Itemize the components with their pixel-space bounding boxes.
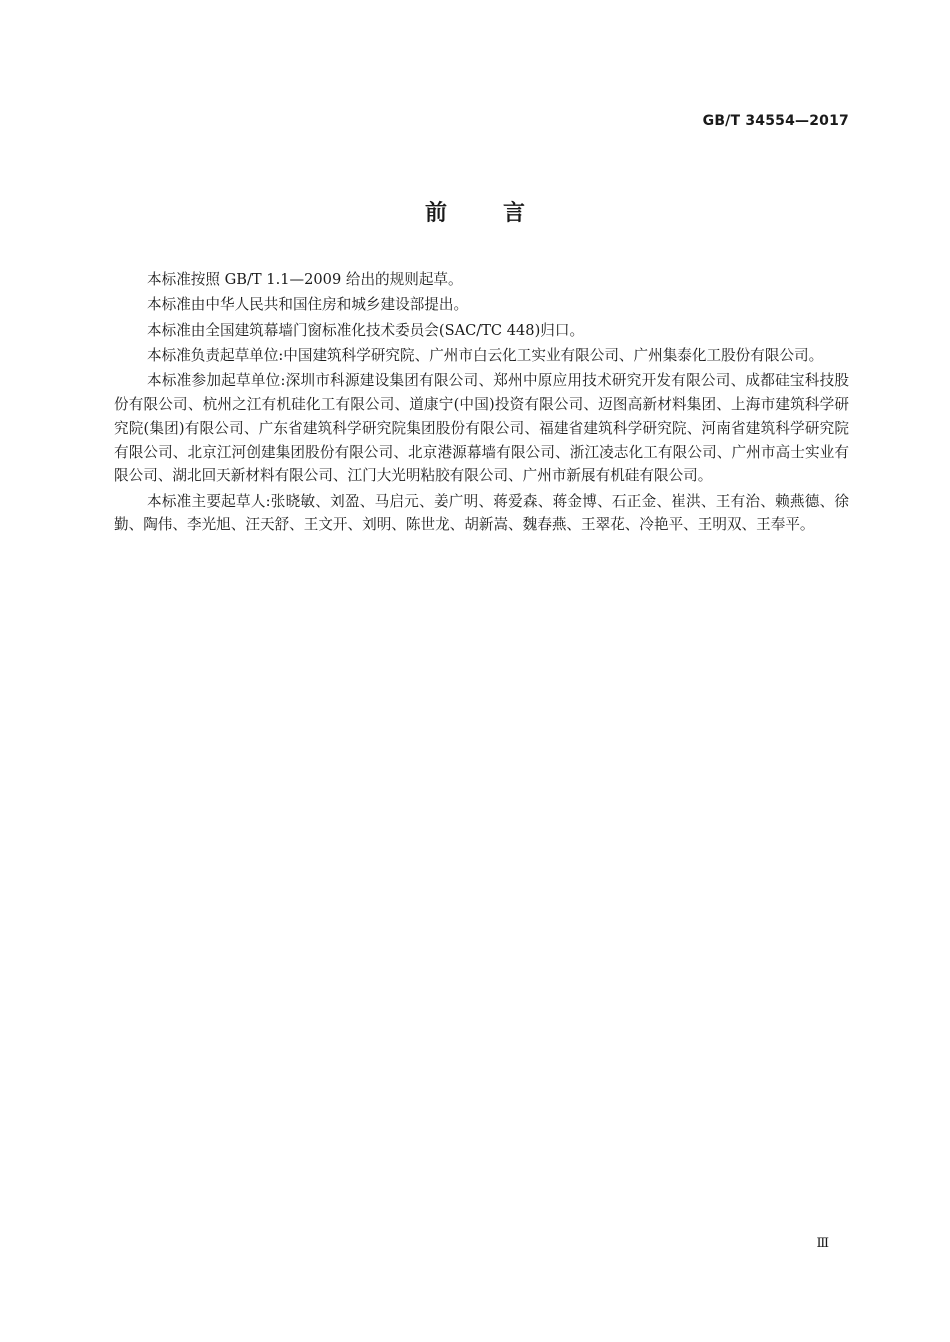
page-title: 前言 (424, 201, 581, 226)
paragraph-main-drafters: 本标准主要起草人:张晓敏、刘盈、马启元、姜广明、蒋爱森、蒋金博、石正金、崔洪、王有治、赖燕德、徐勤、陶伟、李光旭、汪天舒、王文开、刘明、陈世龙、胡新嵩、魏春燕、王翠花、冷艳平、王明双、王奉平。 (114, 492, 849, 534)
paragraph-lead-drafters: 本标准负责起草单位:中国建筑科学研究院、广州市白云化工实业有限公司、广州集泰化工股份有限公司。 (147, 346, 824, 364)
foreword-body (114, 268, 849, 539)
page-number: Ⅲ (816, 1236, 829, 1251)
paragraph-committee: 本标准由全国建筑幕墙门窗标准化技术委员会(SAC/TC 448)归口。 (147, 321, 585, 339)
paragraph-proposer: 本标准由中华人民共和国住房和城乡建设部提出。 (147, 296, 469, 314)
paragraph-participating-drafters: 本标准参加起草单位:深圳市科源建设集团有限公司、郑州中原应用技术研究开发有限公司、成都硅宝科技股份有限公司、杭州之江有机硅化工有限公司、道康宁(中国)投资有限公司、迈图高新材料集团、上海市建筑科学研究院(集团)有限公司、广东省建筑科学研究院集团股份有限公司、福建省建筑科学研究院、河南省建筑科学研究院有限公司、北京江河创建集团股份有限公司、北京港源幕墙有限公司、浙江凌志化工有限公司、广州市高士实业有限公司、湖北回天新材料有限公司、江门大光明粘胶有限公司、广州市新展有机硅有限公司。 (114, 372, 849, 485)
standard-code: GB/T 34554—2017 (702, 113, 849, 129)
paragraph-drafting-rules: 本标准按照 GB/T 1.1—2009 给出的规则起草。 (147, 271, 463, 288)
